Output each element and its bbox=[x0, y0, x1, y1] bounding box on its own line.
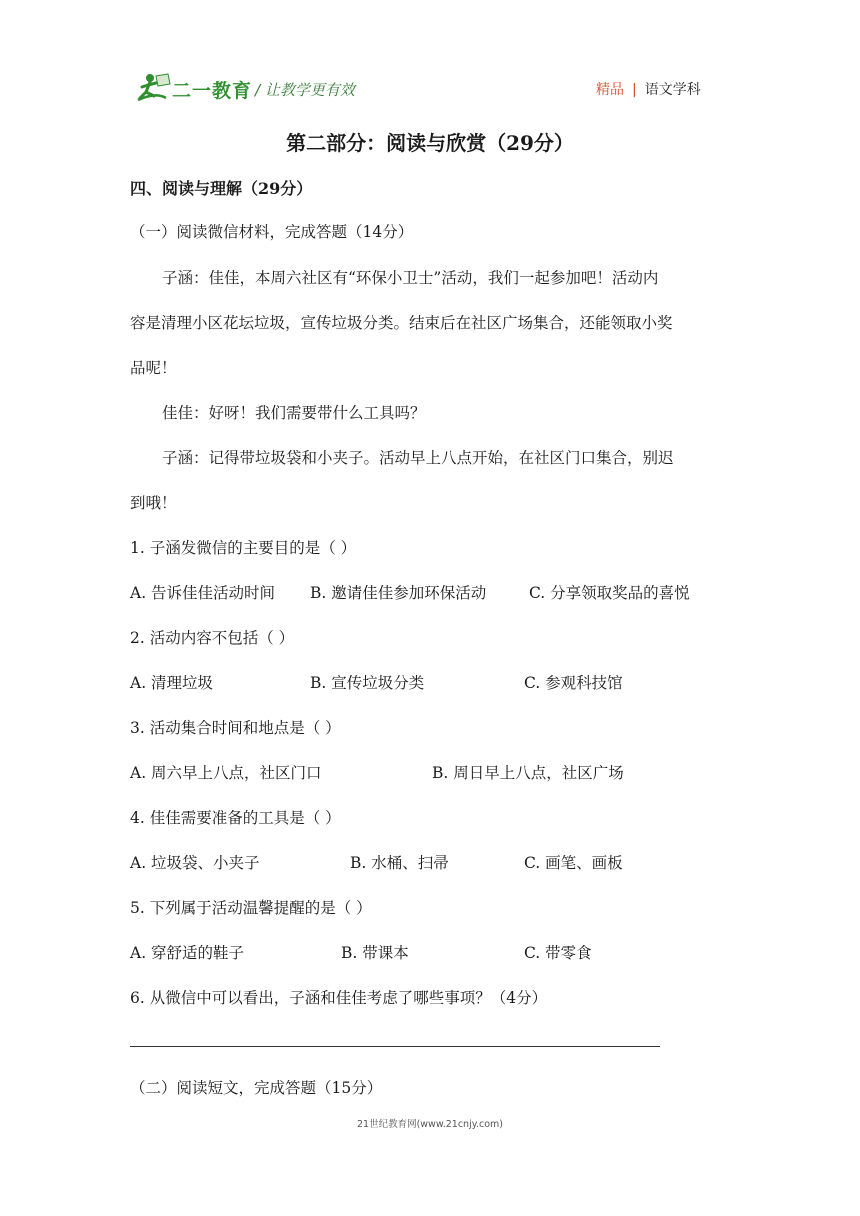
slogan: / 让教学更有效 bbox=[255, 81, 355, 99]
part2-heading: （二）阅读短文，完成答题（15分） bbox=[130, 1079, 383, 1097]
option-b[interactable]: B. 邀请佳佳参加环保活动 bbox=[310, 584, 487, 602]
part1-heading: （一）阅读微信材料，完成答题（14分） bbox=[130, 223, 414, 241]
question-stem: 3. 活动集合时间和地点是（ ） bbox=[130, 719, 341, 737]
dialogue-line: 容是清理小区花坛垃圾，宣传垃圾分类。结束后在社区广场集合，还能领取小奖 bbox=[130, 314, 673, 332]
option-b[interactable]: B. 水桶、扫帚 bbox=[350, 854, 449, 872]
page-header bbox=[0, 0, 860, 120]
option-c[interactable]: C. 带零食 bbox=[524, 944, 592, 962]
answer-line[interactable] bbox=[130, 1046, 660, 1047]
subject-tag: 语文学科 bbox=[644, 82, 701, 98]
question-stem: 6. 从微信中可以看出，子涵和佳佳考虑了哪些事项？（4分） bbox=[130, 989, 548, 1007]
page-title: 第二部分：阅读与欣赏（29分） bbox=[286, 131, 574, 155]
dialogue-line: 子涵：佳佳，本周六社区有“环保小卫士”活动，我们一起参加吧！活动内 bbox=[162, 269, 659, 287]
dialogue-line: 佳佳：好呀！我们需要带什么工具吗？ bbox=[162, 404, 426, 422]
section-heading: 四、阅读与理解（29分） bbox=[130, 179, 313, 198]
option-a[interactable]: A. 告诉佳佳活动时间 bbox=[130, 584, 276, 602]
header-tags bbox=[596, 79, 701, 99]
question-stem: 2. 活动内容不包括（ ） bbox=[130, 629, 295, 647]
dialogue-line: 子涵：记得带垃圾袋和小夹子。活动早上八点开始，在社区门口集合，别迟 bbox=[162, 449, 674, 467]
dialogue-line: 品呢！ bbox=[130, 359, 177, 377]
page-footer: 21世纪教育网(www.21cnjy.com) bbox=[356, 1119, 503, 1130]
option-a[interactable]: A. 清理垃圾 bbox=[130, 674, 214, 692]
option-c[interactable]: C. 分享领取奖品的喜悦 bbox=[529, 584, 690, 602]
option-b[interactable]: B. 周日早上八点，社区广场 bbox=[432, 764, 624, 782]
option-a[interactable]: A. 穿舒适的鞋子 bbox=[130, 944, 245, 962]
option-a[interactable]: A. 垃圾袋、小夹子 bbox=[130, 854, 260, 872]
option-c[interactable]: C. 参观科技馆 bbox=[524, 674, 623, 692]
header-separator: | bbox=[632, 82, 637, 98]
option-c[interactable]: C. 画笔、画板 bbox=[524, 854, 623, 872]
question-stem: 4. 佳佳需要准备的工具是（ ） bbox=[130, 809, 341, 827]
question-stem: 5. 下列属于活动温馨提醒的是（ ） bbox=[130, 899, 372, 917]
logo-text: 二一教育 bbox=[172, 80, 253, 102]
option-b[interactable]: B. 带课本 bbox=[341, 944, 409, 962]
question-stem: 1. 子涵发微信的主要目的是（ ） bbox=[130, 539, 357, 557]
quality-tag: 精品 bbox=[596, 82, 624, 98]
dialogue-line: 到哦！ bbox=[130, 494, 177, 512]
option-b[interactable]: B. 宣传垃圾分类 bbox=[310, 674, 425, 692]
option-a[interactable]: A. 周六早上八点，社区门口 bbox=[130, 764, 322, 782]
